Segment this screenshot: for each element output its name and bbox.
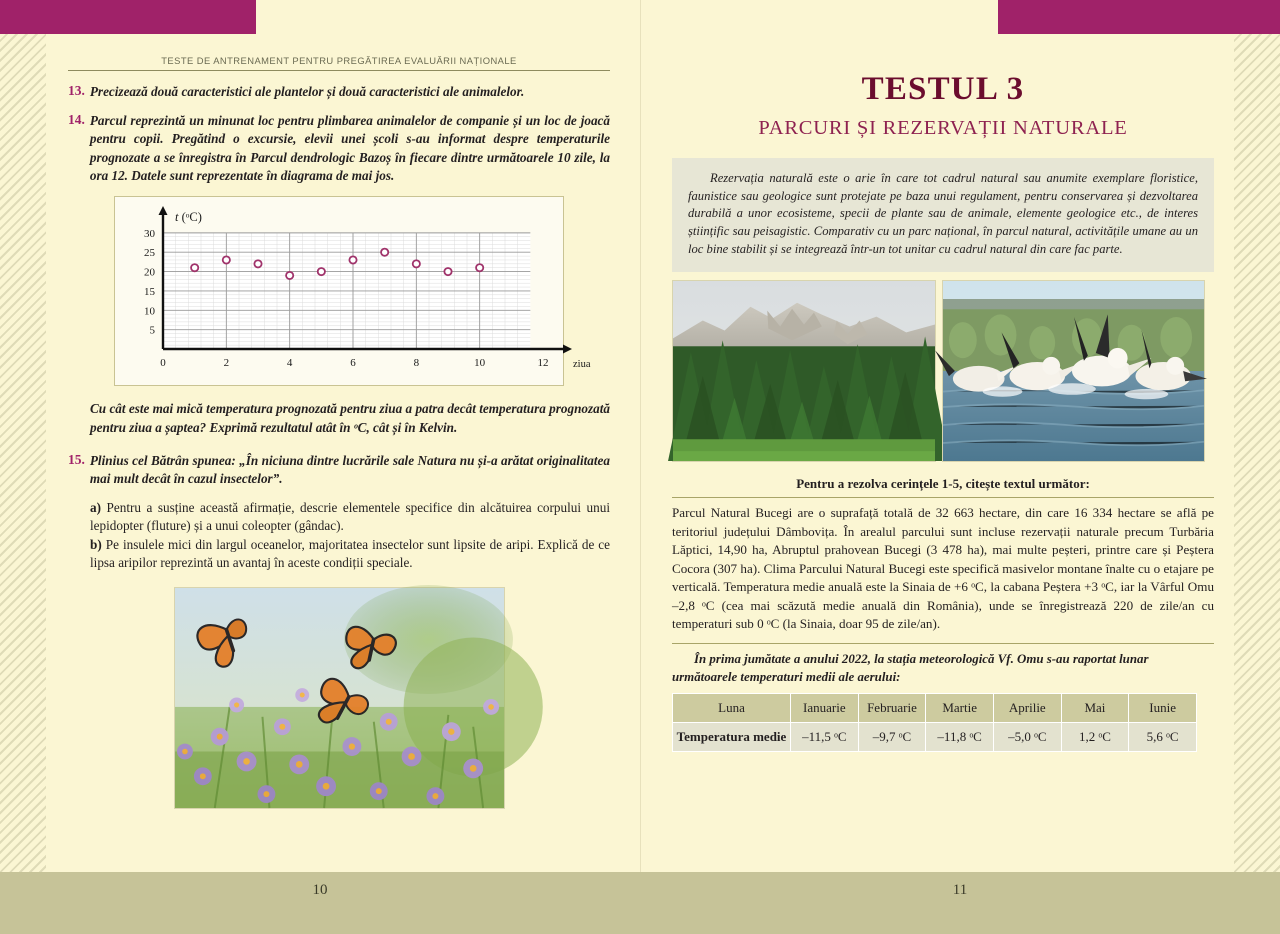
question-13 <box>68 83 610 101</box>
question-14 <box>68 112 610 185</box>
question-15-item-a-label: a) <box>90 500 101 515</box>
table-header-iunie: Iunie <box>1129 693 1197 722</box>
table-header-februarie: Februarie <box>858 693 926 722</box>
intro-paragraph: Rezervația naturală este o arie în care tot cadrul natural sau anumite exemplare floristice, faunistice sau geologice sunt protejate pe baza unui regulament, pentru conservarea și dezvoltarea durabilă a unor ecosisteme, specii de plante sau de animale, elemente geologice etc., de interes științific sau peisagistic. Comparativ cu un parc național, în parcul natural, activitățile umane au un loc bine stabilit și se integrează într-un tot unitar cu cadrul natural din care fac parte. <box>688 170 1198 257</box>
page-number-right: 11 <box>952 882 968 898</box>
table-lead-text <box>672 650 1214 687</box>
svg-text:8: 8 <box>413 357 420 370</box>
right-margin-hatch-decoration <box>1234 0 1280 934</box>
chart-question-caption: Cu cât este mai mică temperatura prognozată pentru ziua a patra decât temperatura prognozată pentru ziua a șaptea? Exprimă rezultatul atât în ᵒC, cât și în Kelvin. <box>90 401 610 435</box>
butterfly-photo-illustration <box>175 588 504 808</box>
table-cell-martie: –11,8 ᵒC <box>926 722 994 751</box>
table-cell-februarie: –9,7 ᵒC <box>858 722 926 751</box>
svg-text:ziua: ziua <box>573 359 591 371</box>
chart-svg <box>115 197 591 387</box>
question-15-text: Plinius cel Bătrân spunea: „În niciuna dintre lucrările sale Natura nu și-a arătat originalitatea mai mult decât în cazul insectelor”. <box>89 452 610 486</box>
svg-text:10: 10 <box>144 305 155 318</box>
rule-above-body-text <box>672 497 1214 498</box>
question-15-item-a-text: Pentru a susține această afirmație, descrie elementele specifice din alcătuirea corpului unui lepidopter (fluture) și a unui coleopter (gândac). <box>90 500 610 534</box>
table-header-mai: Mai <box>1061 693 1129 722</box>
svg-text:20: 20 <box>144 266 155 279</box>
table-cell-iunie: 5,6 ᵒC <box>1129 722 1197 751</box>
page-number-left: 10 <box>312 882 328 898</box>
table-row-label: Temperatura medie <box>673 722 791 751</box>
svg-text:15: 15 <box>144 286 155 299</box>
table-row <box>673 722 1197 751</box>
svg-text:4: 4 <box>286 357 293 370</box>
svg-text:12: 12 <box>537 357 549 370</box>
svg-text:25: 25 <box>144 247 155 260</box>
top-right-magenta-bar <box>998 0 1280 34</box>
running-head: TESTE DE ANTRENAMENT PENTRU PREGĂTIREA EVALUĂRII NAȚIONALE <box>161 55 517 66</box>
left-page <box>68 55 610 809</box>
svg-text:30: 30 <box>144 227 155 240</box>
test-title: TESTUL 3 <box>861 71 1025 107</box>
question-15-number: 15. <box>68 451 85 467</box>
forest-photo-illustration <box>673 281 935 461</box>
top-left-magenta-bar <box>0 0 256 34</box>
table-header-luna: Luna <box>673 693 791 722</box>
svg-text:0: 0 <box>160 357 166 370</box>
read-text-prompt: Pentru a rezolva cerințele 1-5, citește textul următor: <box>796 476 1090 492</box>
svg-text:2: 2 <box>223 357 230 370</box>
question-15 <box>68 452 610 488</box>
question-15-item-b <box>90 536 610 573</box>
chart-plot-area <box>115 197 591 385</box>
table-header-martie: Martie <box>926 693 994 722</box>
mountain-forest-photo <box>672 280 936 462</box>
rule-below-body-text <box>672 643 1214 644</box>
table-cell-ianuarie: –11,5 ᵒC <box>791 722 859 751</box>
photo-row <box>672 280 1214 462</box>
footer-band <box>0 872 1280 934</box>
right-page <box>672 72 1214 752</box>
question-13-text: Precizează două caracteristici ale plantelor și două caracteristici ale animalelor. <box>89 84 525 99</box>
table-header-ianuarie: Ianuarie <box>791 693 859 722</box>
table-head <box>673 693 1197 722</box>
table-cell-aprilie: –5,0 ᵒC <box>993 722 1061 751</box>
question-15-item-b-label: b) <box>90 536 102 552</box>
question-13-number: 13. <box>68 83 85 98</box>
table-cell-mai: 1,2 ᵒC <box>1061 722 1129 751</box>
svg-text:10: 10 <box>474 357 486 370</box>
pelicans-on-water-photo <box>942 280 1205 462</box>
svg-text:5: 5 <box>149 324 155 337</box>
left-margin-hatch-decoration <box>0 0 46 934</box>
question-14-text: Parcul reprezintă un minunat loc pentru plimbarea animalelor de companie și un loc de joacă pentru copii. Pregătind o excursie, elevii unei școli s-au informat despre temperaturile prognozate a se înregistra în Parcul dendrologic Bazoș în fiecare dintre următoarele 10 zile, la ora 12. Datele sunt reprezentate în diagrama de mai jos. <box>89 113 610 183</box>
test-subtitle: PARCURI ȘI REZERVAȚII NATURALE <box>758 116 1128 139</box>
table-body <box>673 722 1197 751</box>
table-lead-paragraph: În prima jumătate a anului 2022, la stația meteorologică Vf. Omu s-au raportat lunar următoarele temperaturi medii ale aerului: <box>672 652 1149 685</box>
butterflies-on-asters-photo <box>174 587 505 809</box>
intro-definition-box <box>672 158 1214 272</box>
table-header-row <box>673 693 1197 722</box>
question-14-number: 14. <box>68 112 85 128</box>
bucegi-paragraph: Parcul Natural Bucegi are o suprafață totală de 32 663 hectare, din care 16 334 hectare se află pe teritoriul județului Dâmbovița. În arealul parcului sunt incluse rezervații naturale precum Turbăria Lăptici, 14,90 ha, Abruptul prahovean Bucegi (3 478 ha), mai multe peșteri, printre care și Peștera Cocora (307 ha). Clima Parcului Natural Bucegi este specifică masivelor montane înalte cu o etajare pe verticală. Temperatura medie anuală este la Sinaia de +6 ᵒC, la cabana Peștera +3 ᵒC, iar la Vârful Omu –2,8 ᵒC (cea mai scăzută medie anuală din România), unde se înregistrează 220 de zile/an cu temperaturi sub 0 ᵒC (la Sinaia, doar 95 de zile/an). <box>672 505 1214 632</box>
svg-text:t (ᵒC): t (ᵒC) <box>175 210 202 225</box>
svg-text:6: 6 <box>350 357 356 370</box>
page-gutter-line <box>640 0 641 934</box>
temperature-scatter-chart <box>114 196 591 386</box>
bucegi-body-text <box>672 504 1214 634</box>
running-head-rule <box>68 70 610 71</box>
question-15-item-b-text: Pe insulele mici din largul oceanelor, majoritatea insectelor sunt lipsite de aripi. Explică de ce lipsa aripilor reprezintă un avantaj în aceste condiții speciale. <box>90 536 611 571</box>
question-15-item-a <box>90 499 610 536</box>
table-header-aprilie: Aprilie <box>993 693 1061 722</box>
pelican-photo-illustration <box>943 281 1204 461</box>
monthly-temperature-table <box>672 693 1197 752</box>
